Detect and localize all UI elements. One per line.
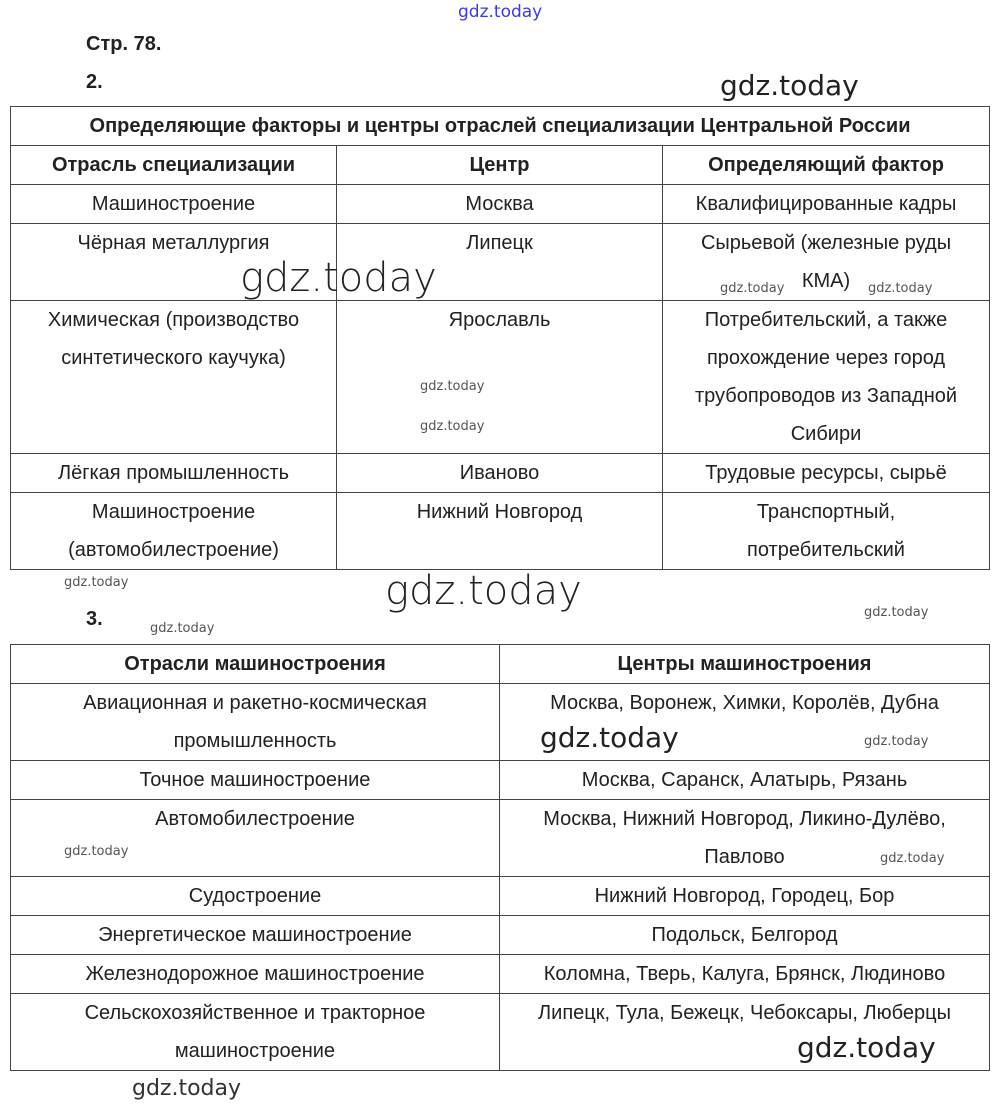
table-cell: Сельскохозяйственное и тракторное машиностроение <box>11 994 500 1071</box>
table-row <box>11 916 990 955</box>
table-cell: Авиационная и ракетно-космическая промышленность <box>11 684 500 761</box>
table-cell: Москва, Саранск, Алатырь, Рязань <box>500 761 990 800</box>
watermark: gdz.today <box>150 621 215 636</box>
table-cell: Железнодорожное машиностроение <box>11 955 500 994</box>
task3-header: Центры машиностроения <box>500 645 990 684</box>
watermark: gdz.today <box>797 1031 936 1064</box>
task3-header: Отрасли машиностроения <box>11 645 500 684</box>
table-row <box>11 493 990 570</box>
task2-number: 2. <box>86 71 103 93</box>
table-row <box>11 994 990 1071</box>
table-cell: Иваново <box>337 454 663 493</box>
task2-header: Отрасль специализации <box>11 146 337 185</box>
watermark: gdz.today <box>132 1076 242 1101</box>
table-row <box>11 454 990 493</box>
watermark: gdz.today <box>868 281 933 296</box>
table-cell: Машиностроение (автомобилестроение) <box>11 493 337 570</box>
page-label: Стр. 78. <box>86 33 162 55</box>
table-cell: Квалифицированные кадры <box>663 185 990 224</box>
table-cell: Москва <box>337 185 663 224</box>
task2-header: Центр <box>337 146 663 185</box>
table-cell: Липецк, Тула, Бежецк, Чебоксары, Люберцы <box>500 994 990 1071</box>
watermark: gdz.today <box>240 255 437 301</box>
watermark: gdz.today <box>64 844 129 859</box>
table-cell: Чёрная металлургия <box>11 224 337 301</box>
table-cell: Липецк <box>337 224 663 301</box>
watermark: gdz.today <box>420 379 485 394</box>
table-cell: Ярославль <box>337 301 663 454</box>
table-cell: Энергетическое машиностроение <box>11 916 500 955</box>
table-cell: Транспортный, потребительский <box>663 493 990 570</box>
table-cell: Автомобилестроение <box>11 800 500 877</box>
table-row <box>11 224 990 301</box>
table-row <box>11 301 990 454</box>
table-cell: Судостроение <box>11 877 500 916</box>
watermark: gdz.today <box>540 721 679 754</box>
table-cell: Коломна, Тверь, Калуга, Брянск, Людиново <box>500 955 990 994</box>
task3-table <box>10 644 990 1071</box>
watermark: gdz.today <box>720 69 859 102</box>
table-cell: Нижний Новгород <box>337 493 663 570</box>
watermark: gdz.today <box>420 419 485 434</box>
table-cell: Потребительский, а также прохождение через город трубопроводов из Западной Сибири <box>663 301 990 454</box>
table-cell: Москва, Нижний Новгород, Ликино-Дулёво, Павлово <box>500 800 990 877</box>
table-cell: Сырьевой (железные руды КМА) <box>663 224 990 301</box>
table-row <box>11 761 990 800</box>
table-cell: Лёгкая промышленность <box>11 454 337 493</box>
watermark: gdz.today <box>458 2 543 22</box>
table-cell: Машиностроение <box>11 185 337 224</box>
task2-table <box>10 106 990 570</box>
task2-header: Определяющий фактор <box>663 146 990 185</box>
table-row <box>11 877 990 916</box>
watermark: gdz.today <box>64 575 129 590</box>
watermark: gdz.today <box>385 568 582 614</box>
watermark: gdz.today <box>720 281 785 296</box>
watermark: gdz.today <box>864 734 929 749</box>
table-cell: Подольск, Белгород <box>500 916 990 955</box>
watermark: gdz.today <box>864 605 929 620</box>
task2-table-title: Определяющие факторы и центры отраслей специализации Центральной России <box>11 107 990 146</box>
table-cell: Москва, Воронеж, Химки, Королёв, Дубна <box>500 684 990 761</box>
table-row <box>11 684 990 761</box>
table-row <box>11 955 990 994</box>
table-cell: Трудовые ресурсы, сырьё <box>663 454 990 493</box>
table-cell: Нижний Новгород, Городец, Бор <box>500 877 990 916</box>
table-row <box>11 800 990 877</box>
table-cell: Точное машиностроение <box>11 761 500 800</box>
task3-number: 3. <box>86 608 103 630</box>
table-row <box>11 185 990 224</box>
table-cell: Химическая (производство синтетического каучука) <box>11 301 337 454</box>
watermark: gdz.today <box>880 851 945 866</box>
